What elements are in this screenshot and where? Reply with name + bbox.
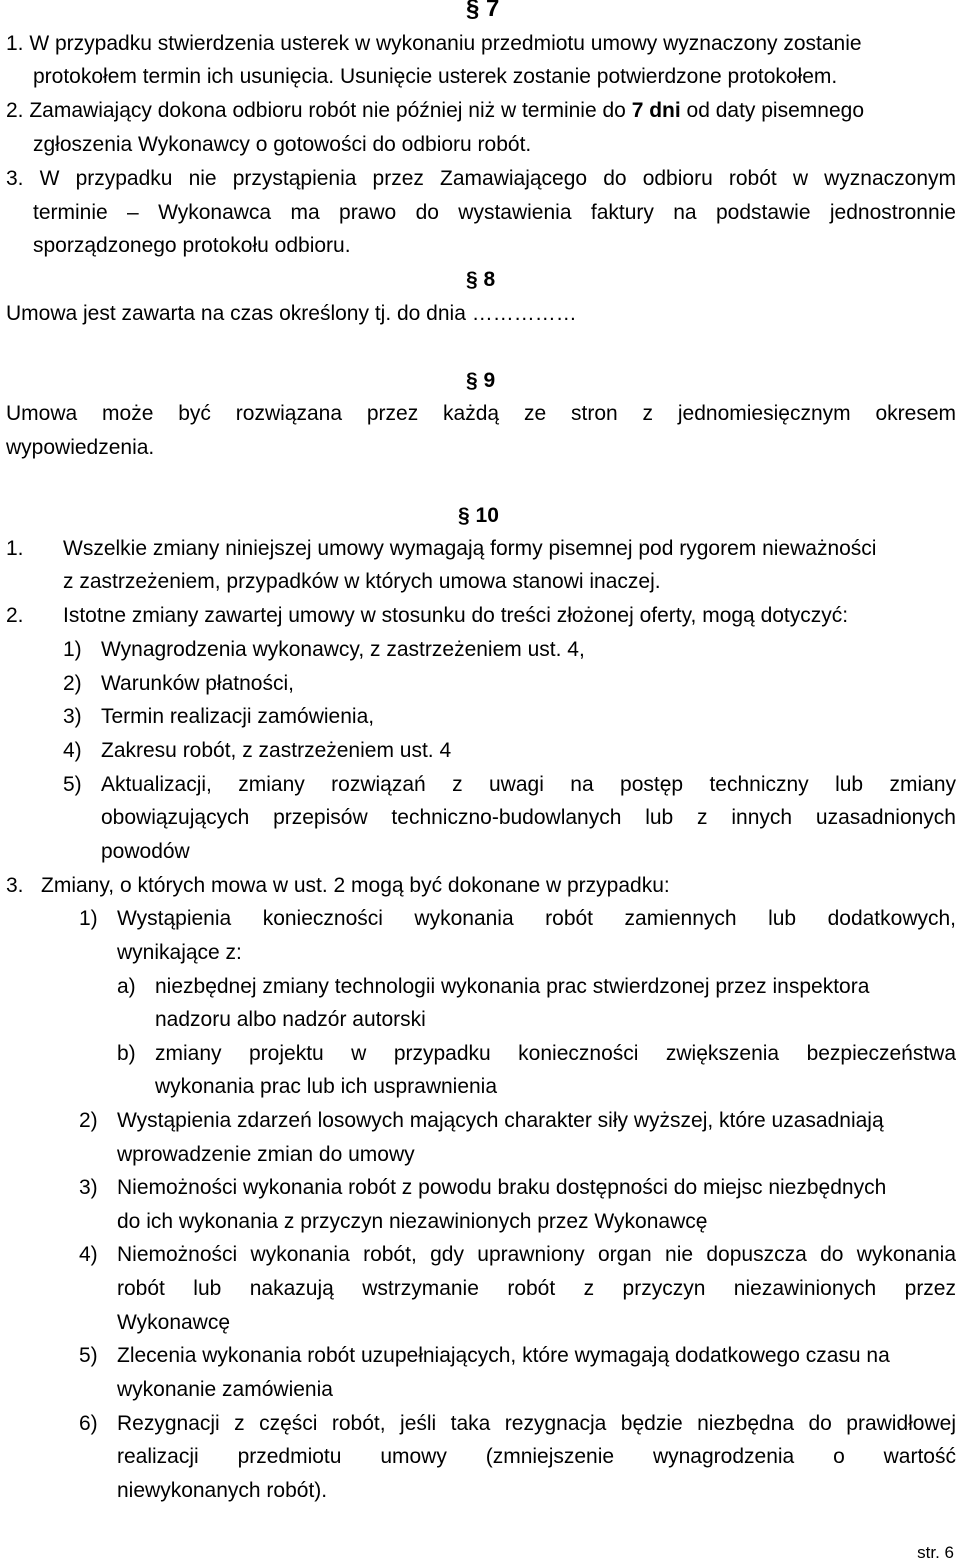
s10-p3-item6-line3: niewykonanych robót). [117, 1479, 328, 1502]
s10-p2-item1-num: 1) [63, 638, 82, 661]
page-number: str. 6 [917, 1543, 954, 1562]
s10-p3-item6-line2: realizacji przedmiotu umowy (zmniejszenie wynagrodzenia o wartość [117, 1445, 956, 1468]
s10-p3-sub-a-line1: niezbędnej zmiany technologii wykonania prac stwierdzonej przez inspektora [155, 975, 870, 998]
s10-p1-line1: Wszelkie zmiany niniejszej umowy wymagają formy pisemnej pod rygorem nieważności [63, 537, 877, 560]
s10-p3-item6-num: 6) [79, 1412, 98, 1435]
s7-p2-text-a: 2. Zamawiający dokona odbioru robót nie później niż w terminie do [6, 99, 632, 122]
s7-p3-line1: 3. W przypadku nie przystąpienia przez Zamawiającego do odbioru robót w wyznaczonym [6, 167, 956, 190]
s10-p3-item1-line1: Wystąpienia konieczności wykonania robót zamiennych lub dodatkowych, [117, 907, 956, 930]
s10-p3-sub-b-line2: wykonania prac lub ich usprawnienia [155, 1075, 498, 1098]
s10-p3-item2-num: 2) [79, 1109, 98, 1132]
s10-p3-item6-line1: Rezygnacji z części robót, jeśli taka rezygnacja będzie niezbędna do prawidłowej [117, 1412, 956, 1435]
s10-p2-item5-line2: obowiązujących przepisów techniczno-budowlanych lub z innych uzasadnionych [101, 806, 956, 829]
s8-text: Umowa jest zawarta na czas określony tj. do dnia …………… [6, 302, 577, 325]
s10-p2-item3-line1: Termin realizacji zamówienia, [101, 705, 375, 728]
section-9-heading: § 9 [466, 369, 496, 392]
s10-p3-item4-line1: Niemożności wykonania robót, gdy uprawniony organ nie dopuszcza do wykonania [117, 1243, 956, 1266]
s10-p2-item5-line3: powodów [101, 840, 190, 863]
s10-p3-item3-num: 3) [79, 1176, 98, 1199]
s10-p2-item5-num: 5) [63, 773, 82, 796]
s10-p3-sub-b-line1: zmiany projektu w przypadku konieczności zwiększenia bezpieczeństwa [155, 1042, 956, 1065]
s10-p2-item2-line1: Warunków płatności, [101, 672, 294, 695]
s10-p3-sub-a-num: a) [117, 975, 136, 998]
s10-p3-sub-b-num: b) [117, 1042, 136, 1065]
s10-p3-sub-a-line2: nadzoru albo nadzór autorski [155, 1008, 426, 1031]
s7-p2-deadline: 7 dni [631, 99, 681, 122]
s10-p3-num: 3. [6, 874, 24, 897]
s7-p2-line2: zgłoszenia Wykonawcy o gotowości do odbioru robót. [33, 133, 532, 156]
s10-p3-item1-line2: wynikające z: [117, 941, 242, 964]
s10-p3-item4-line2: robót lub nakazują wstrzymanie robót z przyczyn niezawinionych przez [117, 1277, 956, 1300]
s7-p1-line1: 1. W przypadku stwierdzenia usterek w wykonaniu przedmiotu umowy wyznaczony zostanie [6, 32, 862, 55]
s10-p2-item4-num: 4) [63, 739, 82, 762]
section-10-heading: § 10 [458, 504, 499, 527]
section-8-heading: § 8 [466, 268, 496, 291]
s7-p3-line2: terminie – Wykonawca ma prawo do wystawienia faktury na podstawie jednostronnie [33, 201, 956, 224]
s7-p2-line1 [6, 98, 864, 124]
s10-p1-num: 1. [6, 537, 24, 560]
s7-p2-text-b: od daty pisemnego [680, 99, 864, 122]
s10-p2-item1-line1: Wynagrodzenia wykonawcy, z zastrzeżeniem ust. 4, [101, 638, 585, 661]
s10-p3-item2-line1: Wystąpienia zdarzeń losowych mających charakter siły wyższej, które uzasadniają [117, 1109, 884, 1132]
s10-p3-item4-line3: Wykonawcę [117, 1311, 231, 1334]
s10-p2-item3-num: 3) [63, 705, 82, 728]
s10-p3-line1: Zmiany, o których mowa w ust. 2 mogą być dokonane w przypadku: [41, 874, 670, 897]
s10-p3-item5-num: 5) [79, 1344, 98, 1367]
s10-p3-item5-line1: Zlecenia wykonania robót uzupełniających, które wymagają dodatkowego czasu na [117, 1344, 890, 1367]
s10-p2-item5-line1: Aktualizacji, zmiany rozwiązań z uwagi na postęp techniczny lub zmiany [101, 773, 956, 796]
s10-p1-line2: z zastrzeżeniem, przypadków w których umowa stanowi inaczej. [63, 570, 661, 593]
s10-p3-item4-num: 4) [79, 1243, 98, 1266]
s7-p1-line2: protokołem termin ich usunięcia. Usunięcie usterek zostanie potwierdzone protokołem. [33, 65, 838, 88]
s9-line2: wypowiedzenia. [6, 436, 155, 459]
s10-p2-item2-num: 2) [63, 672, 82, 695]
s10-p3-item2-line2: wprowadzenie zmian do umowy [117, 1143, 415, 1166]
s10-p3-item3-line2: do ich wykonania z przyczyn niezawinionych przez Wykonawcę [117, 1210, 708, 1233]
s9-line1: Umowa może być rozwiązana przez każdą ze stron z jednomiesięcznym okresem [6, 402, 956, 425]
s10-p3-item1-num: 1) [79, 907, 98, 930]
s10-p2-item4-line1: Zakresu robót, z zastrzeżeniem ust. 4 [101, 739, 452, 762]
s10-p2-line1: Istotne zmiany zawartej umowy w stosunku do treści złożonej oferty, mogą dotyczyć: [63, 604, 849, 627]
section-7-heading: § 7 [466, 0, 500, 22]
s7-p3-line3: sporządzonego protokołu odbioru. [33, 234, 351, 257]
s10-p3-item3-line1: Niemożności wykonania robót z powodu braku dostępności do miejsc niezbędnych [117, 1176, 887, 1199]
s10-p2-num: 2. [6, 604, 24, 627]
s10-p3-item5-line2: wykonanie zamówienia [117, 1378, 333, 1401]
